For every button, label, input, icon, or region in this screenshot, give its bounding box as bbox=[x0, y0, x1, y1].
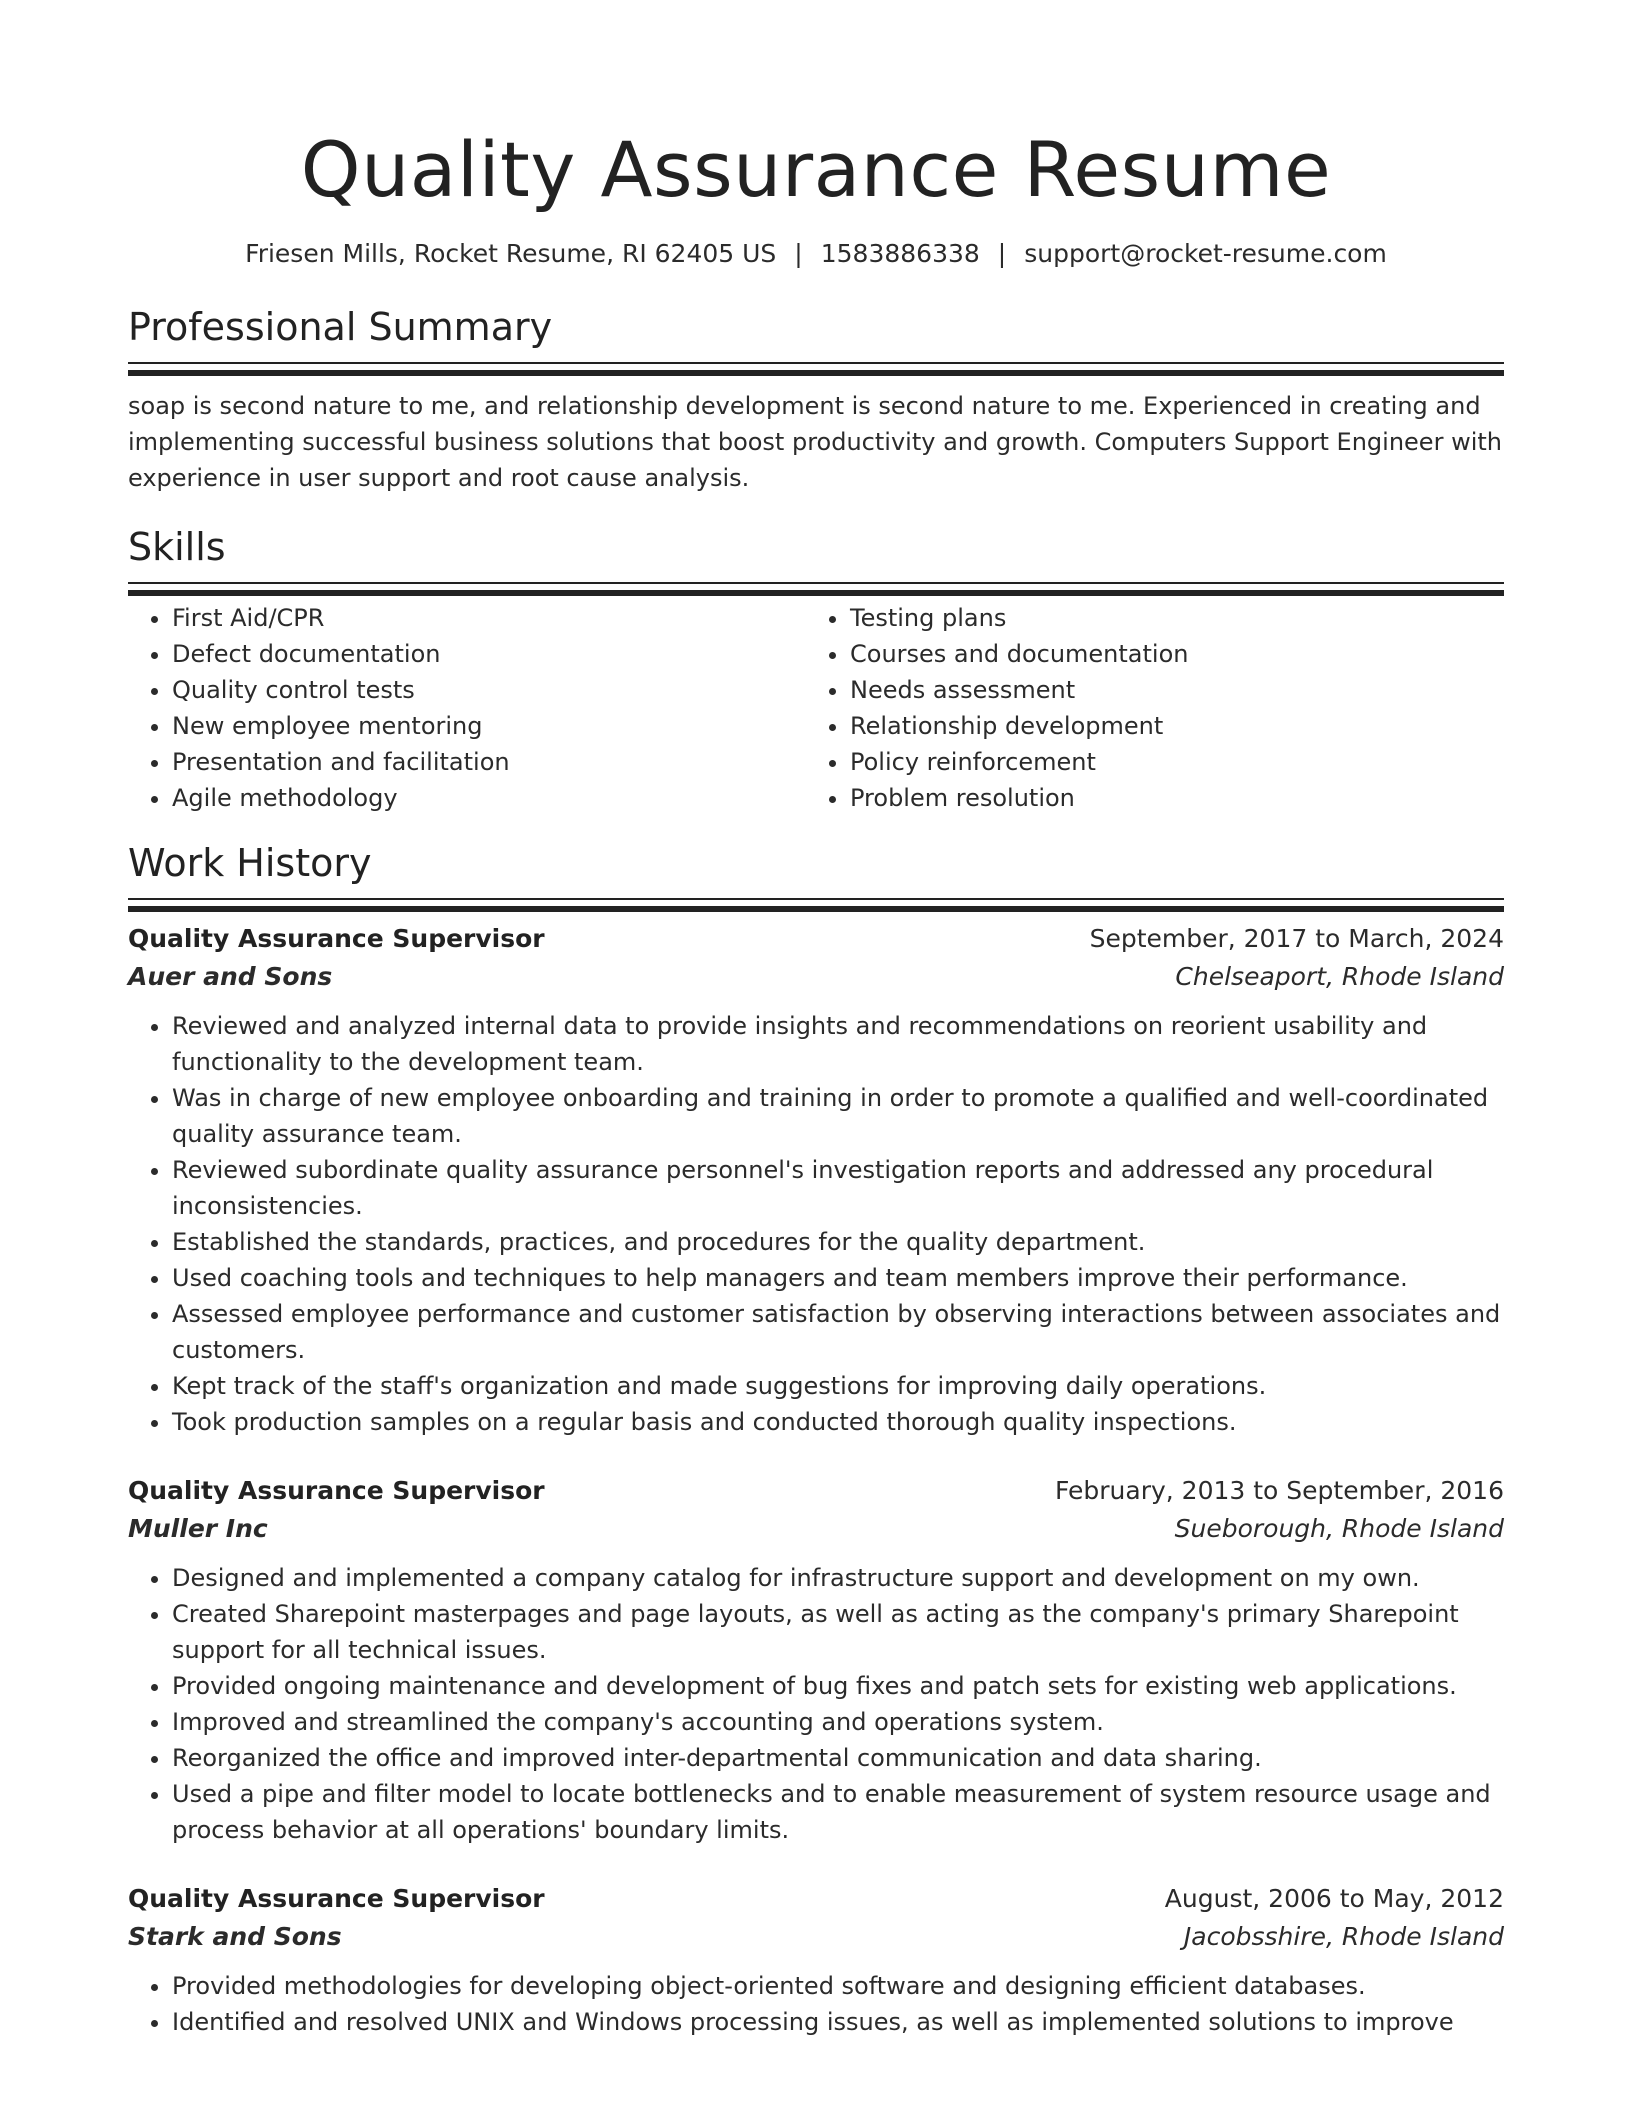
job-subheader bbox=[128, 958, 1504, 996]
job-bullet-list bbox=[128, 1008, 1504, 1440]
skill-item: • Presentation and facilitation bbox=[172, 744, 806, 780]
job-title: Quality Assurance Supervisor bbox=[128, 1884, 545, 1913]
summary-text: soap is second nature to me, and relationship development is second nature to me. Experienced in creating and implementing successful business solutions that boost productivity and growth. Computers Support Engineer with experience in user support and root cause analysis. bbox=[128, 392, 1502, 492]
job-bullet: • Used a pipe and filter model to locate bottlenecks and to enable measurement of system resource usage and process behavior at all operations' boundary limits. bbox=[172, 1776, 1504, 1848]
skill-item: • Relationship development bbox=[850, 708, 1484, 744]
job-company: Auer and Sons bbox=[128, 962, 333, 991]
job-bullet: • Provided ongoing maintenance and development of bug fixes and patch sets for existing web applications. bbox=[172, 1668, 1504, 1704]
section-heading-skills: Skills bbox=[128, 525, 226, 569]
job-bullet: • Used coaching tools and techniques to help managers and team members improve their performance. bbox=[172, 1260, 1504, 1296]
job-bullet: • Reorganized the office and improved inter-departmental communication and data sharing. bbox=[172, 1740, 1504, 1776]
job-bullet-list bbox=[128, 1968, 1504, 2040]
contact-separator: | bbox=[794, 239, 803, 268]
section-divider bbox=[128, 898, 1504, 900]
job-bullet: • Assessed employee performance and customer satisfaction by observing interactions between associates and customers. bbox=[172, 1296, 1504, 1368]
resume-page bbox=[128, 0, 1504, 2040]
skills-list-left bbox=[128, 600, 806, 816]
job-bullet: • Provided methodologies for developing object-oriented software and designing efficient databases. bbox=[172, 1968, 1504, 2004]
contact-separator: | bbox=[997, 239, 1007, 268]
job-dates: February, 2013 to September, 2016 bbox=[1055, 1476, 1504, 1505]
job-header bbox=[128, 920, 1504, 958]
job-location: Jacobsshire, Rhode Island bbox=[1183, 1922, 1504, 1951]
skill-item: • Agile methodology bbox=[172, 780, 806, 816]
job-entry bbox=[128, 1880, 1504, 2040]
job-bullet: • Kept track of the staff's organization and made suggestions for improving daily operations. bbox=[172, 1368, 1504, 1404]
skill-item: • Quality control tests bbox=[172, 672, 806, 708]
job-title: Quality Assurance Supervisor bbox=[128, 924, 545, 953]
job-bullet: • Improved and streamlined the company's accounting and operations system. bbox=[172, 1704, 1504, 1740]
contact-email: support@rocket-resume.com bbox=[1024, 239, 1387, 268]
contact-address: Friesen Mills, Rocket Resume, RI 62405 US bbox=[245, 239, 777, 268]
skill-item: • Needs assessment bbox=[850, 672, 1484, 708]
summary-section bbox=[128, 302, 1504, 496]
job-bullet: • Reviewed subordinate quality assurance personnel's investigation reports and addressed any procedural inconsistencies. bbox=[172, 1152, 1504, 1224]
skill-item: • First Aid/CPR bbox=[172, 600, 806, 636]
job-bullet: • Was in charge of new employee onboarding and training in order to promote a qualified and well-coordinated quality assurance team. bbox=[172, 1080, 1504, 1152]
job-dates: September, 2017 to March, 2024 bbox=[1089, 924, 1504, 953]
job-bullet-list bbox=[128, 1560, 1504, 1848]
job-bullet: • Designed and implemented a company catalog for infrastructure support and development on my own. bbox=[172, 1560, 1504, 1596]
skills-list-right bbox=[806, 600, 1484, 816]
skill-item: • New employee mentoring bbox=[172, 708, 806, 744]
job-subheader bbox=[128, 1510, 1504, 1548]
job-company: Muller Inc bbox=[128, 1514, 268, 1543]
section-heading-summary: Professional Summary bbox=[128, 305, 553, 349]
job-company: Stark and Sons bbox=[128, 1922, 342, 1951]
job-bullet: • Took production samples on a regular basis and conducted thorough quality inspections. bbox=[172, 1404, 1504, 1440]
skill-item: • Testing plans bbox=[850, 600, 1484, 636]
job-entry bbox=[128, 920, 1504, 1440]
resume-title: Quality Assurance Resume bbox=[300, 125, 1332, 214]
skill-item: • Courses and documentation bbox=[850, 636, 1484, 672]
section-divider bbox=[128, 582, 1504, 584]
job-dates: August, 2006 to May, 2012 bbox=[1164, 1884, 1504, 1913]
job-header bbox=[128, 1880, 1504, 1918]
work-history-section bbox=[128, 838, 1504, 2040]
job-bullet: • Established the standards, practices, and procedures for the quality department. bbox=[172, 1224, 1504, 1260]
skill-item: • Defect documentation bbox=[172, 636, 806, 672]
skills-section bbox=[128, 522, 1504, 816]
job-bullet: • Created Sharepoint masterpages and page layouts, as well as acting as the company's primary Sharepoint support for all technical issues. bbox=[172, 1596, 1504, 1668]
job-title: Quality Assurance Supervisor bbox=[128, 1476, 545, 1505]
skills-columns bbox=[128, 600, 1504, 816]
skill-item: • Problem resolution bbox=[850, 780, 1484, 816]
job-bullet: • Reviewed and analyzed internal data to provide insights and recommendations on reorient usability and functionality to the development team. bbox=[172, 1008, 1504, 1080]
section-heading-work-history: Work History bbox=[128, 841, 372, 885]
job-subheader bbox=[128, 1918, 1504, 1956]
job-bullet: • Identified and resolved UNIX and Windows processing issues, as well as implemented solutions to improve bbox=[172, 2004, 1504, 2040]
contact-line bbox=[128, 236, 1504, 272]
job-location: Sueborough, Rhode Island bbox=[1174, 1514, 1504, 1543]
contact-phone: 1583886338 bbox=[820, 239, 980, 268]
job-entry bbox=[128, 1472, 1504, 1848]
skill-item: • Policy reinforcement bbox=[850, 744, 1484, 780]
section-divider bbox=[128, 362, 1504, 364]
job-header bbox=[128, 1472, 1504, 1510]
job-location: Chelseaport, Rhode Island bbox=[1175, 962, 1504, 991]
